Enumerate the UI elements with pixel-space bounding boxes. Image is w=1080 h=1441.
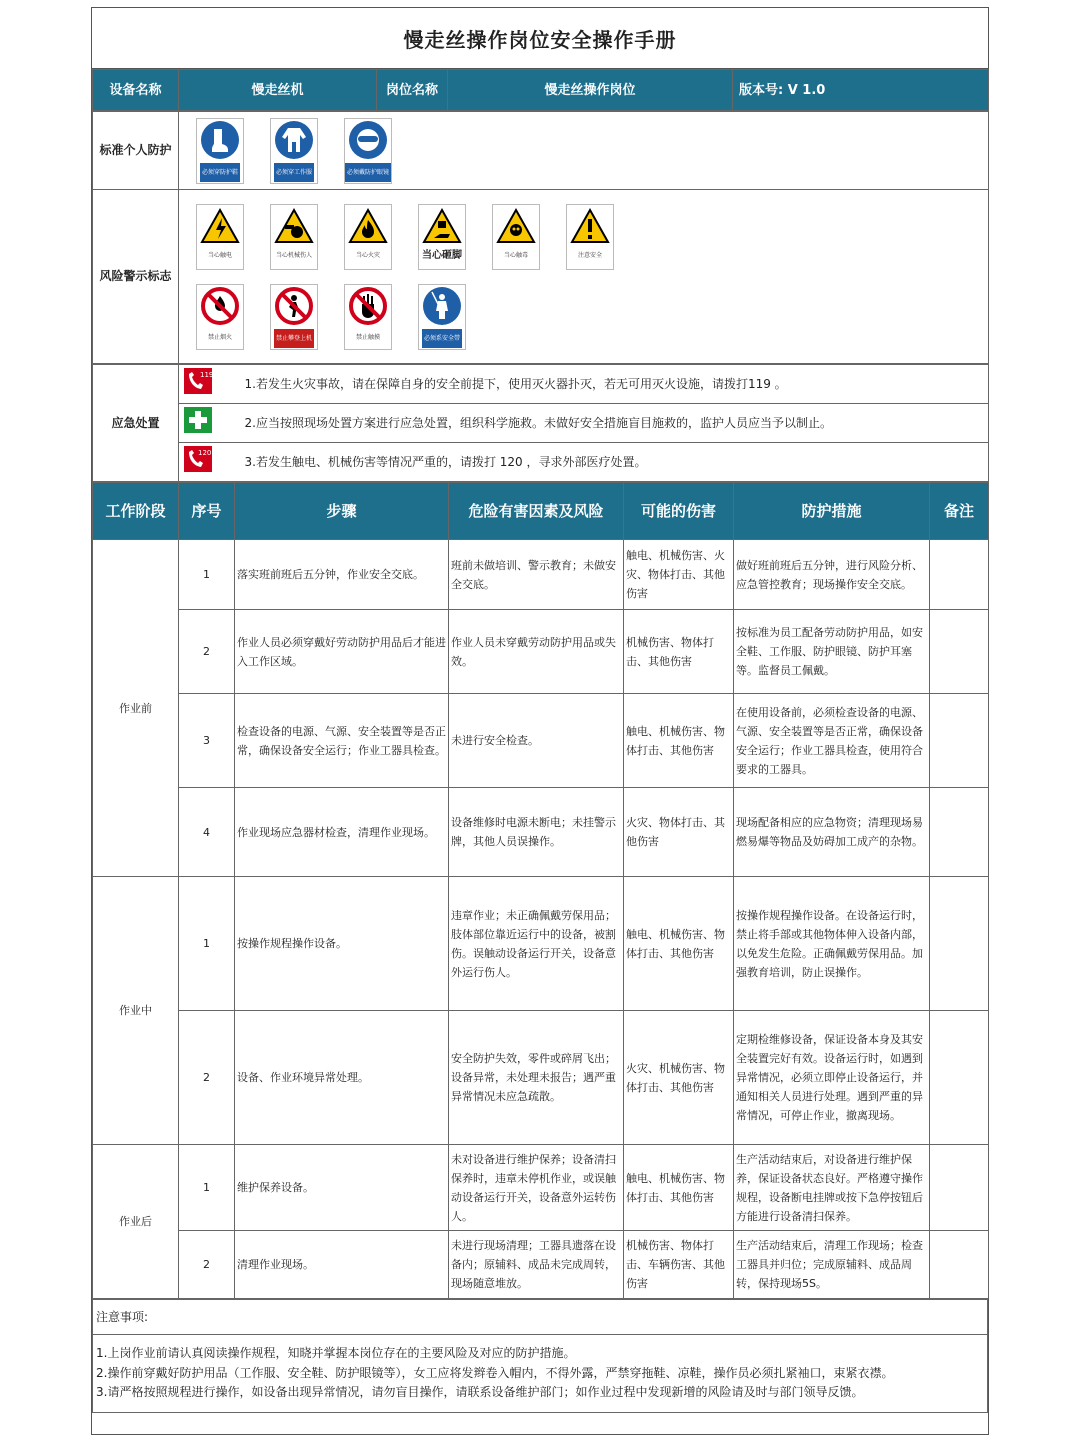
goggles-sign — [344, 118, 392, 184]
row-harm: 触电、机械伤害、物体打击、其他伤害 — [624, 694, 734, 788]
row-no: 1 — [179, 1145, 235, 1231]
sign-caption: 当心火灾 — [355, 252, 380, 259]
sign-caption: 当心机械伤人 — [275, 252, 312, 259]
emergency-item-2: 2.应当按照现场处置方案进行应急处置，组织科学施救。未做好安全措施盲目施救的，监护人员应当予以制止。 — [217, 404, 989, 443]
note-item: 2.操作前穿戴好防护用品（工作服、安全鞋、防护眼镜等），女工应将发辫卷入帽内，不得外露，严禁穿拖鞋、凉鞋，操作员必须扎紧袖口，束紧衣襟。 — [96, 1365, 894, 1380]
row-step: 按操作规程操作设备。 — [235, 877, 449, 1011]
ppe-label: 标准个人防护 — [93, 112, 179, 190]
work-clothes-icon — [274, 120, 314, 160]
row-note — [930, 877, 989, 1011]
page-title: 慢走丝操作岗位安全操作手册 — [92, 8, 988, 69]
row-no: 2 — [179, 1231, 235, 1299]
row-harm: 触电、机械伤害、火灾、物体打击、其他伤害 — [624, 540, 734, 610]
signs-table — [92, 111, 989, 364]
svg-text:119: 119 — [199, 371, 214, 379]
col-hazard: 危险有害因素及风险 — [449, 483, 624, 540]
emergency-item-1: 1.若发生火灾事故，请在保障自身的安全前提下，使用灭火器扑灭，若无可用灭火设施，请拨打119 。 — [217, 365, 989, 404]
sign-caption: 禁止触摸 — [355, 334, 380, 341]
exclamation-warning-icon — [570, 208, 610, 244]
safety-belt-sign — [418, 284, 466, 350]
process-table — [92, 482, 989, 1299]
info-table — [92, 69, 989, 111]
row-hazard: 未对设备进行维护保养；设备清扫保养时，违章未停机作业，或误触动设备运行开关，设备意外运转伤人。 — [449, 1145, 624, 1231]
row-note — [930, 1231, 989, 1299]
no-touching-icon — [348, 286, 388, 326]
row-note — [930, 610, 989, 694]
fire-warning-icon — [348, 208, 388, 244]
row-no: 1 — [179, 877, 235, 1011]
row-step: 设备、作业环境异常处理。 — [235, 1011, 449, 1145]
svg-text:120: 120 — [197, 449, 212, 457]
row-note — [930, 694, 989, 788]
row-measure: 现场配备相应的应急物资；清理现场易燃易爆等物品及妨碍加工成产的杂物。 — [734, 788, 930, 877]
row-note — [930, 1011, 989, 1145]
first-aid-cross-icon — [184, 407, 212, 433]
mechanical-injury-warning-icon — [274, 208, 314, 244]
table-row — [93, 610, 989, 694]
table-row — [93, 1011, 989, 1145]
row-note — [930, 540, 989, 610]
work-clothes-sign — [270, 118, 318, 184]
ambulance-120-icon — [184, 446, 212, 472]
row-measure: 定期检维修设备，保证设备本身及其安全装置完好有效。设备运行时，如遇到异常情况，必须立即停止设备运行，并通知相关人员进行处理。遇到严重的异常情况，可停止作业，撤离现场。 — [734, 1011, 930, 1145]
col-note: 备注 — [930, 483, 989, 540]
row-hazard: 设备维修时电源未断电；未挂警示牌，其他人员误操作。 — [449, 788, 624, 877]
row-step: 作业现场应急器材检查，清理作业现场。 — [235, 788, 449, 877]
table-row — [93, 1231, 989, 1299]
row-no: 2 — [179, 1011, 235, 1145]
row-note — [930, 788, 989, 877]
row-harm: 触电、机械伤害、物体打击、其他伤害 — [624, 877, 734, 1011]
row-hazard: 违章作业；未正确佩戴劳保用品；肢体部位靠近运行中的设备，被割伤。误触动设备运行开关，设备意外运行伤人。 — [449, 877, 624, 1011]
row-harm: 火灾、物体打击、其他伤害 — [624, 788, 734, 877]
falling-object-sign — [418, 204, 466, 270]
stage-cell: 作业前 — [93, 540, 179, 877]
row-hazard: 未进行安全检查。 — [449, 694, 624, 788]
emergency-label: 应急处置 — [93, 365, 179, 482]
table-row — [93, 694, 989, 788]
row-measure: 在使用设备前，必须检查设备的电源、气源、安全装置等是否正常，确保设备安全运行；作业工器具检查，使用符合要求的工器具。 — [734, 694, 930, 788]
row-note — [930, 1145, 989, 1231]
caution-signs — [181, 204, 986, 270]
table-row — [93, 877, 989, 1011]
row-hazard: 未进行现场清理；工器具遗落在设备内；原辅料、成品未完成周转，现场随意堆放。 — [449, 1231, 624, 1299]
row-step: 落实班前班后五分钟，作业安全交底。 — [235, 540, 449, 610]
poisoning-warning-icon — [496, 208, 536, 244]
mechanical-injury-sign — [270, 204, 318, 270]
row-step: 作业人员必须穿戴好劳动防护用品后才能进入工作区域。 — [235, 610, 449, 694]
notes-body — [93, 1335, 988, 1413]
note-item: 1.上岗作业前请认真阅读操作规程，知晓并掌握本岗位存在的主要风险及对应的防护措施。 — [96, 1346, 576, 1360]
manual-page — [91, 7, 989, 1435]
sign-caption: 必须戴防护眼镜 — [345, 163, 391, 182]
electric-shock-warning-icon — [200, 208, 240, 244]
sign-caption: 当心触毒 — [503, 252, 528, 259]
falling-object-foot-warning-icon — [422, 208, 462, 244]
sign-caption: 禁止烟火 — [207, 334, 232, 341]
row-measure: 按标准为员工配备劳动防护用品，如安全鞋、工作服、防护眼镜、防护耳塞等。监督员工佩戴。 — [734, 610, 930, 694]
sign-caption: 必须系安全带 — [422, 329, 462, 348]
stage-cell: 作业后 — [93, 1145, 179, 1299]
poisoning-sign — [492, 204, 540, 270]
version-label: 版本号: V 1.0 — [733, 70, 989, 111]
row-hazard: 作业人员未穿戴劳动防护用品或失效。 — [449, 610, 624, 694]
table-row — [93, 540, 989, 610]
goggles-icon — [348, 120, 388, 160]
post-name: 慢走丝操作岗位 — [448, 70, 733, 111]
col-stage: 工作阶段 — [93, 483, 179, 540]
device-name-label: 设备名称 — [93, 70, 179, 111]
sign-caption: 必须穿防护鞋 — [200, 163, 240, 182]
notes-title: 注意事项: — [93, 1300, 988, 1335]
fire-alarm-119-icon — [184, 368, 212, 394]
row-hazard: 班前未做培训、警示教育；未做安全交底。 — [449, 540, 624, 610]
row-harm: 火灾、机械伤害、物体打击、其他伤害 — [624, 1011, 734, 1145]
col-measure: 防护措施 — [734, 483, 930, 540]
warnings-label: 风险警示标志 — [93, 190, 179, 364]
row-no: 1 — [179, 540, 235, 610]
safety-boots-sign — [196, 118, 244, 184]
row-no: 3 — [179, 694, 235, 788]
row-measure: 做好班前班后五分钟，进行风险分析、应急管控教育；现场操作安全交底。 — [734, 540, 930, 610]
row-harm: 触电、机械伤害、物体打击、其他伤害 — [624, 1145, 734, 1231]
row-step: 维护保养设备。 — [235, 1145, 449, 1231]
sign-caption: 必须穿工作服 — [274, 163, 314, 182]
no-fire-sign — [196, 284, 244, 350]
safety-boots-icon — [200, 120, 240, 160]
row-measure: 生产活动结束后，对设备进行维护保养，保证设备状态良好。严格遵守操作规程，设备断电挂牌或按下急停按钮后方能进行设备清扫保养。 — [734, 1145, 930, 1231]
col-step: 步骤 — [235, 483, 449, 540]
row-step: 清理作业现场。 — [235, 1231, 449, 1299]
no-fire-icon — [200, 286, 240, 326]
prohibition-signs — [181, 284, 986, 350]
table-row — [93, 1145, 989, 1231]
post-name-label: 岗位名称 — [377, 70, 448, 111]
row-no: 2 — [179, 610, 235, 694]
row-harm: 机械伤害、物体打击、车辆伤害、其他伤害 — [624, 1231, 734, 1299]
sign-caption: 禁止攀登上机 — [274, 329, 314, 348]
device-name: 慢走丝机 — [179, 70, 377, 111]
emergency-table — [92, 364, 989, 482]
sign-caption: 当心触电 — [207, 252, 232, 259]
no-climbing-icon — [274, 286, 314, 326]
emergency-item-3: 3.若发生触电、机械伤害等情况严重的，请拨打 120 ，寻求外部医疗处置。 — [217, 443, 989, 482]
row-step: 检查设备的电源、气源、安全装置等是否正常，确保设备安全运行；作业工器具检查。 — [235, 694, 449, 788]
sign-caption: 当心砸脚 — [422, 250, 462, 261]
caution-sign — [566, 204, 614, 270]
row-harm: 机械伤害、物体打击、其他伤害 — [624, 610, 734, 694]
no-touching-sign — [344, 284, 392, 350]
notes-table — [92, 1299, 988, 1413]
row-no: 4 — [179, 788, 235, 877]
table-row — [93, 788, 989, 877]
row-measure: 按操作规程操作设备。在设备运行时，禁止将手部或其他物体伸入设备内部，以免发生危险。正确佩戴劳保用品。加强教育培训，防止误操作。 — [734, 877, 930, 1011]
stage-cell: 作业中 — [93, 877, 179, 1145]
table-header-row — [93, 483, 989, 540]
sign-caption: 注意安全 — [577, 252, 602, 259]
ppe-signs — [181, 118, 986, 184]
note-item: 3.请严格按照规程进行操作，如设备出现异常情况，请勿盲目操作，请联系设备维护部门；如作业过程中发现新增的风险请及时与部门领导反馈。 — [96, 1385, 864, 1399]
col-harm: 可能的伤害 — [624, 483, 734, 540]
col-no: 序号 — [179, 483, 235, 540]
no-climbing-sign — [270, 284, 318, 350]
row-measure: 生产活动结束后，清理工作现场；检查工器具并归位；完成原辅料、成品周转，保持现场5S。 — [734, 1231, 930, 1299]
safety-belt-icon — [422, 286, 462, 326]
row-hazard: 安全防护失效，零件或碎屑飞出；设备异常，未处理未报告；遇严重异常情况未应急疏散。 — [449, 1011, 624, 1145]
electric-shock-sign — [196, 204, 244, 270]
fire-sign — [344, 204, 392, 270]
